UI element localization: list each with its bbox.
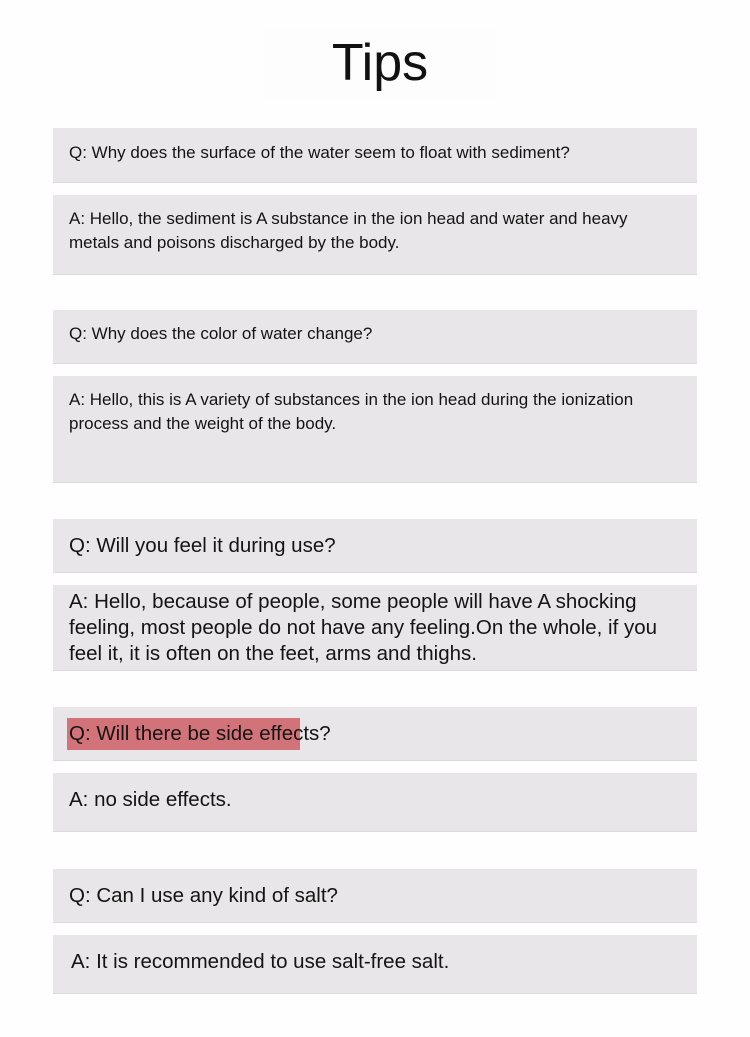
question-box bbox=[53, 707, 697, 761]
question-text: Q: Will there be side effects? bbox=[69, 722, 331, 745]
answer-text: A: Hello, because of people, some people will have A shocking feeling, most people do not have any feeling.On the whole, if you feel it, it is often on the feet, arms and thighs. bbox=[69, 590, 658, 665]
question-box bbox=[53, 519, 697, 573]
answer-text: A: It is recommended to use salt-free salt. bbox=[71, 950, 450, 973]
answer-box bbox=[53, 585, 697, 671]
question-box bbox=[53, 869, 697, 923]
answer-text: A: Hello, this is A variety of substances in the ion head during the ionization process and the weight of the body. bbox=[69, 390, 634, 433]
question-text: Q: Will you feel it during use? bbox=[69, 534, 336, 557]
page-title: Tips bbox=[265, 28, 495, 98]
question-box bbox=[53, 310, 697, 364]
answer-box bbox=[53, 935, 697, 994]
answer-text: A: no side effects. bbox=[69, 788, 232, 811]
question-text: Q: Can I use any kind of salt? bbox=[69, 884, 338, 907]
answer-box bbox=[53, 195, 697, 275]
answer-box bbox=[53, 376, 697, 483]
answer-box bbox=[53, 773, 697, 832]
question-box bbox=[53, 128, 697, 183]
question-text: Q: Why does the surface of the water seem to float with sediment? bbox=[69, 143, 570, 162]
answer-text: A: Hello, the sediment is A substance in the ion head and water and heavy metals and poisons discharged by the body. bbox=[69, 209, 628, 252]
question-text: Q: Why does the color of water change? bbox=[69, 324, 373, 343]
